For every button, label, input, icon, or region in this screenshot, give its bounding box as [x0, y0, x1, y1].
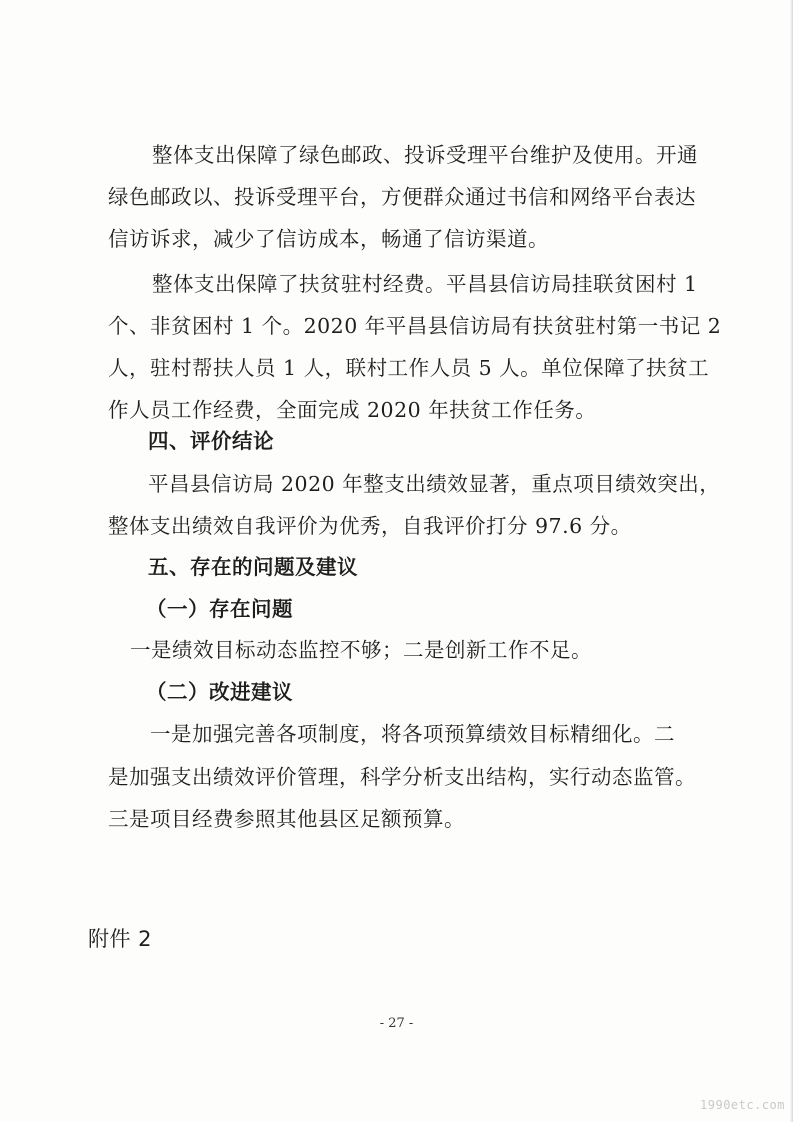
paragraph-line: 绿色邮政以、投诉受理平台，方便群众通过书信和网络平台表达 [108, 185, 696, 209]
paragraph-line: 是加强支出绩效评价管理，科学分析支出结构，实行动态监管。 [108, 765, 696, 789]
paragraph-line: 个、非贫困村 1 个。2020 年平昌县信访局有扶贫驻村第一书记 2 [108, 314, 722, 338]
attachment-label: 附件 2 [88, 927, 153, 951]
paragraph-line: 三是项目经费参照其他县区足额预算。 [108, 807, 465, 831]
watermark: 1990etc.com [700, 1098, 785, 1112]
paragraph-line: 整体支出保障了扶贫驻村经费。平昌县信访局挂联贫困村 1 [152, 272, 698, 296]
paragraph-line: 整体支出绩效自我评价为优秀，自我评价打分 97.6 分。 [108, 514, 632, 538]
paragraph-line: 一是加强完善各项制度，将各项预算绩效目标精细化。二 [150, 722, 675, 746]
page-number: - 27 - [379, 1016, 414, 1031]
paragraph-line: 信访诉求，减少了信访成本，畅通了信访渠道。 [108, 227, 549, 251]
paragraph-line: 一是绩效目标动态监控不够；二是创新工作不足。 [130, 638, 592, 662]
subsection-heading: （一）存在问题 [146, 597, 293, 621]
subsection-heading: （二）改进建议 [146, 680, 293, 704]
paragraph-line: 人，驻村帮扶人员 1 人，联村工作人员 5 人。单位保障了扶贫工 [108, 356, 710, 380]
paragraph-line: 整体支出保障了绿色邮政、投诉受理平台维护及使用。开通 [152, 143, 698, 167]
section-heading: 五、存在的问题及建议 [148, 555, 358, 579]
section-heading: 四、评价结论 [148, 429, 274, 453]
paragraph-line: 平昌县信访局 2020 年整支出绩效显著，重点项目绩效突出， [148, 472, 721, 496]
paragraph-line: 作人员工作经费，全面完成 2020 年扶贫工作任务。 [108, 398, 597, 422]
